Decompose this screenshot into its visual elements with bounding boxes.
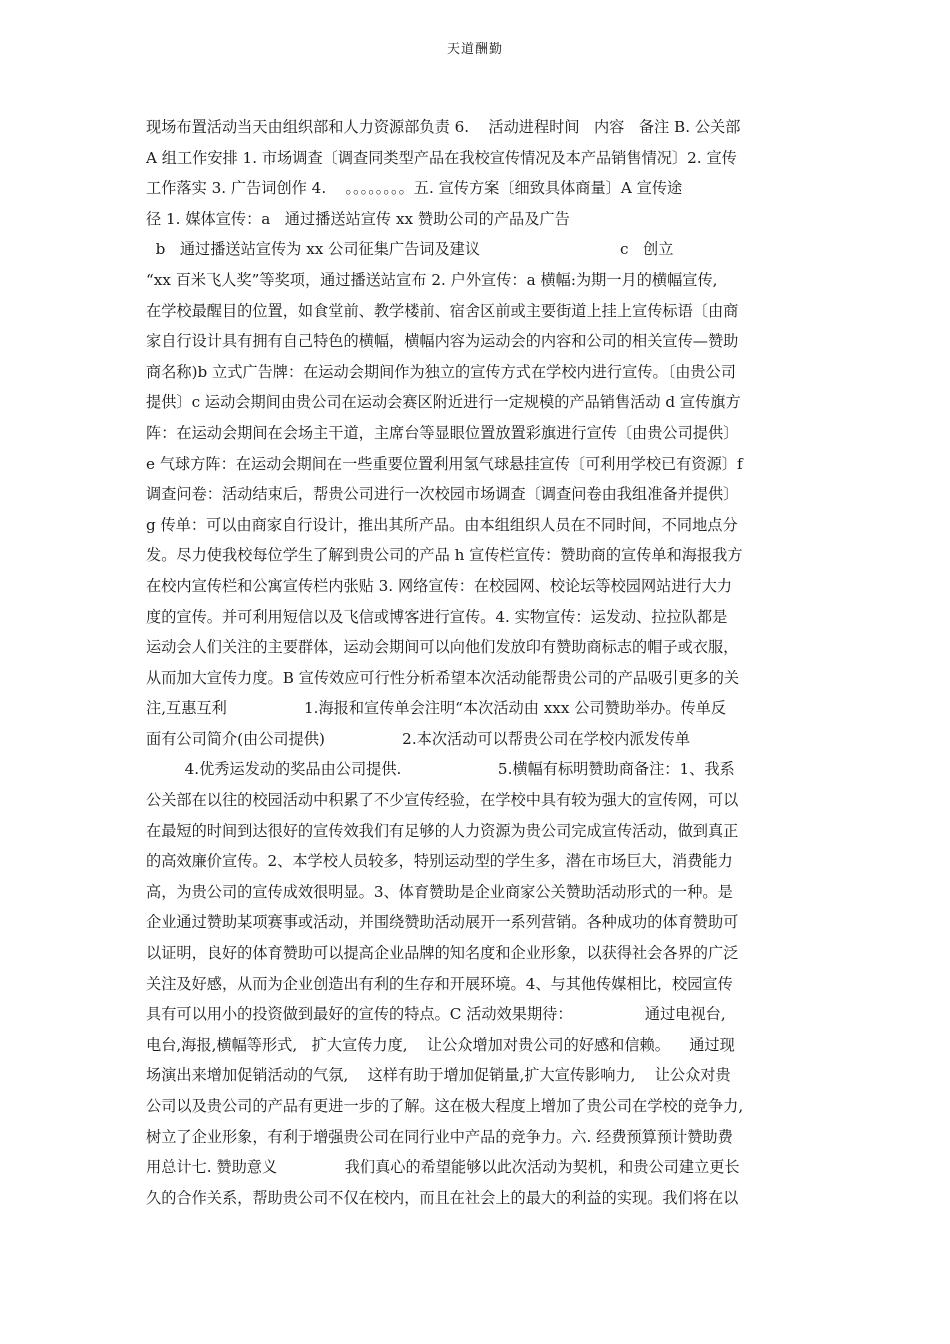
- page-header: 天道酬勤: [446, 42, 503, 57]
- text-line: 面有公司简介(由公司提供) 2.本次活动可以帮贵公司在学校内派发传单: [146, 729, 691, 748]
- text-line: 在校内宣传栏和公寓宣传栏内张贴 3. 网络宣传：在校园网、校论坛等校园网站进行大力: [146, 576, 733, 595]
- text-line: 的高效廉价宣传。2、本学校人员较多，特别运动型的学生多，潜在市场巨大，消费能力: [146, 852, 733, 871]
- text-line: 径 1. 媒体宣传：a 通过播送站宣传 xx 赞助公司的产品及广告: [146, 209, 570, 228]
- text-line: 场演出来增加促销活动的气氛, 这样有助于增加促销量,扩大宣传影响力, 让公众对贵: [146, 1066, 731, 1085]
- text-line: 家自行设计具有拥有自己特色的横幅，横幅内容为运动会的内容和公司的相关宣传—赞助: [146, 332, 739, 351]
- text-line: 企业通过赞助某项赛事或活动，并围绕赞助活动展开一系列营销。各种成功的体育赞助可: [146, 913, 739, 932]
- text-line: 调查问卷：活动结束后，帮贵公司进行一次校园市场调查〔调查问卷由我组准备并提供〕: [146, 485, 739, 504]
- text-line: b 通过播送站宣传为 xx 公司征集广告词及建议 c 创立: [146, 240, 674, 259]
- text-line: e 气球方阵：在运动会期间在一些重要位置利用氢气球悬挂宣传〔可利用学校已有资源〕f: [146, 454, 743, 473]
- text-line: 公关部在以往的校园活动中积累了不少宣传经验，在学校中具有较为强大的宣传网，可以: [146, 791, 739, 810]
- text-line: 注,互惠互利 1.海报和宣传单会注明“本次活动由 xxx 公司赞助举办。传单反: [146, 699, 727, 718]
- text-line: g 传单：可以由商家自行设计，推出其所产品。由本组组织人员在不同时间，不同地点分: [146, 515, 738, 534]
- text-line: 电台,海报,横幅等形式, 扩大宣传力度, 让公众增加对贵公司的好感和信赖。 通过现: [146, 1035, 735, 1054]
- text-line: 久的合作关系，帮助贵公司不仅在校内，而且在社会上的最大的利益的实现。我们将在以: [146, 1188, 739, 1207]
- text-line: 4.优秀运发动的奖品由公司提供. 5.横幅有标明赞助商备注：1、我系: [146, 760, 735, 779]
- text-line: 在学校最醒目的位置，如食堂前、教学楼前、宿舍区前或主要街道上挂上宣传标语〔由商: [146, 301, 739, 320]
- text-line: 工作落实 3. 广告词创作 4. 。。。。。。。。五. 宣传方案〔细致具体商量〕A 宣传途: [146, 179, 683, 198]
- text-line: 商名称)b 立式广告牌：在运动会期间作为独立的宣传方式在学校内进行宣传。〔由贵公司: [146, 362, 736, 381]
- text-line: 度的宣传。并可利用短信以及飞信或博客进行宣传。4. 实物宣传：运发动、拉拉队都是: [146, 607, 728, 626]
- text-line: 以证明，良好的体育赞助可以提高企业品牌的知名度和企业形象，以获得社会各界的广泛: [146, 944, 739, 963]
- text-line: 高，为贵公司的宣传成效很明显。3、体育赞助是企业商家公关赞助活动形式的一种。是: [146, 882, 733, 901]
- text-line: 在最短的时间到达很好的宣传效我们有足够的人力资源为贵公司完成宣传活动，做到真正: [146, 821, 739, 840]
- text-line: 用总计七. 赞助意义 我们真心的希望能够以此次活动为契机，和贵公司建立更长: [146, 1158, 740, 1177]
- text-line: 从而加大宣传力度。B 宣传效应可行性分析希望本次活动能帮贵公司的产品吸引更多的关: [146, 668, 740, 687]
- text-line: 阵：在运动会期间在会场主干道，主席台等显眼位置放置彩旗进行宣传〔由贵公司提供〕: [146, 423, 739, 442]
- document-body: [146, 112, 810, 1213]
- text-line: “xx 百米飞人奖”等奖项，通过播送站宣布 2. 户外宣传：a 横幅:为期一月的横幅宣传,: [146, 270, 718, 289]
- text-line: 运动会人们关注的主要群体，运动会期间可以向他们发放印有赞助商标志的帽子或衣服，: [146, 638, 739, 657]
- text-line: 提供〕c 运动会期间由贵公司在运动会赛区附近进行一定规模的产品销售活动 d 宣传旗方: [146, 393, 741, 412]
- text-line: 关注及好感，从而为企业创造出有利的生存和开展环境。4、与其他传媒相比，校园宣传: [146, 974, 733, 993]
- text-line: 现场布置活动当天由组织部和人力资源部负责 6. 活动进程时间 内容 备注 B. 公关部: [146, 118, 741, 136]
- text-line: A 组工作安排 1. 市场调查〔调查同类型产品在我校宣传情况及本产品销售情况〕2. 宣传: [146, 148, 737, 167]
- text-line: 发。尽力使我校每位学生了解到贵公司的产品 h 宣传栏宣传：赞助商的宣传单和海报我方: [146, 546, 743, 565]
- text-line: 具有可以用小的投资做到最好的宣传的特点。C 活动效果期待： 通过电视台,: [146, 1005, 726, 1024]
- text-line: 树立了企业形象，有利于增强贵公司在同行业中产品的竞争力。六. 经费预算预计赞助费: [146, 1127, 733, 1146]
- text-line: 公司以及贵公司的产品有更进一步的了解。这在极大程度上增加了贵公司在学校的竞争力,: [146, 1097, 744, 1115]
